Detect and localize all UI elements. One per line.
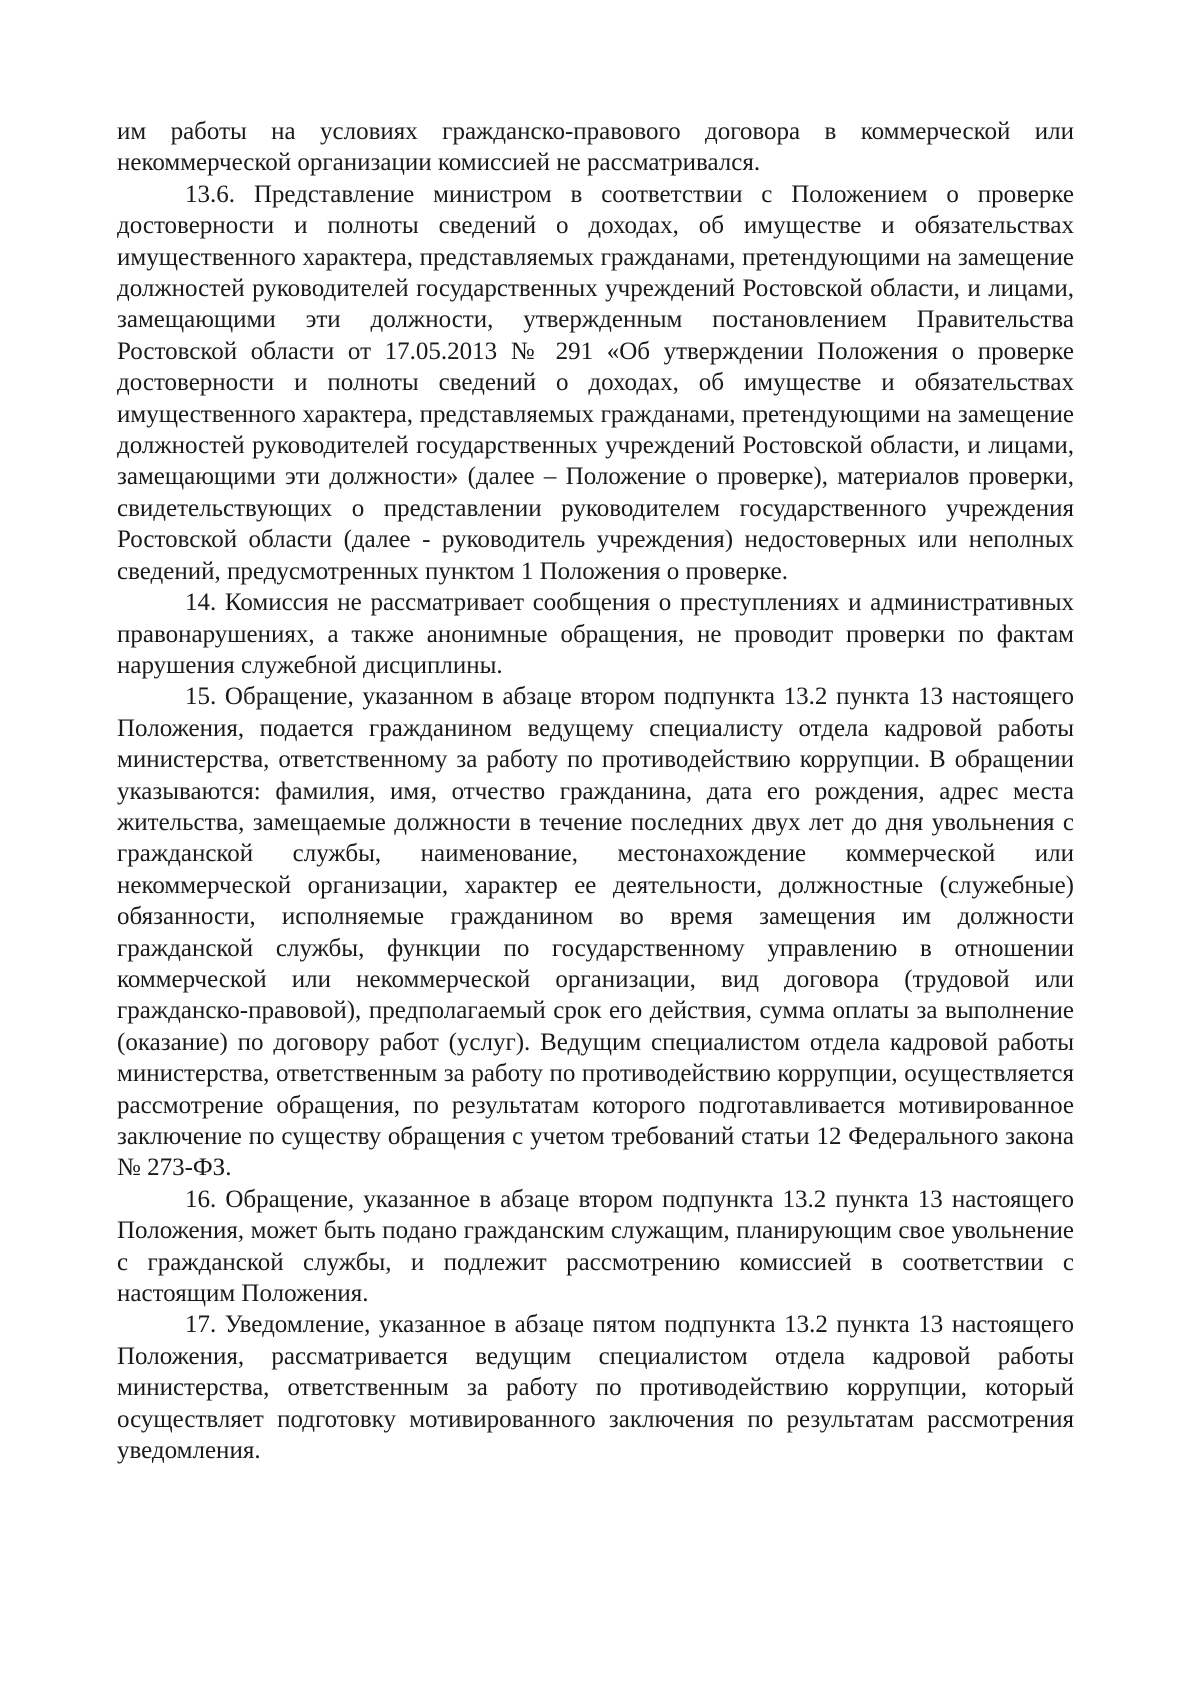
- paragraph-16: 16. Обращение, указанное в абзаце втором подпункта 13.2 пункта 13 настоящего Положения, может быть подано гражданским служащим, планирующим свое увольнение с гражданской службы, и подлежит рассмотрению комиссией в соответствии с настоящим Положения.: [117, 1185, 1074, 1308]
- paragraph-continuation: им работы на условиях гражданско-правового договора в коммерческой или некоммерческой организации комиссией не рассматривался.: [117, 118, 1074, 177]
- paragraph-13-6: 13.6. Представление министром в соответствии с Положением о проверке достоверности и полноты сведений о доходах, об имуществе и обязательствах имущественного характера, представляемых гражданами, претендующими на замещение должностей руководителей государственных учреждений Ростовской области, и лицами, замещающими эти должности, утвержденным постановлением Правительства Ростовской области от 17.05.2013 № 291 «Об утверждении Положения о проверке достоверности и полноты сведений о доходах, об имуществе и обязательствах имущественного характера, представляемых гражданами, претендующими на замещение должностей руководителей государственных учреждений Ростовской области, и лицами, замещающими эти должности» (далее – Положение о проверке), материалов проверки, свидетельствующих о представлении руководителем государственного учреждения Ростовской области (далее - руководитель учреждения) недостоверных или неполных сведений, предусмотренных пунктом 1 Положения о проверке.: [117, 180, 1074, 585]
- paragraph-17: 17. Уведомление, указанное в абзаце пятом подпункта 13.2 пункта 13 настоящего Положения, рассматривается ведущим специалистом отдела кадровой работы министерства, ответственным за работу по противодействию коррупции, который осуществляет подготовку мотивированного заключения по результатам рассмотрения уведомления.: [117, 1311, 1074, 1465]
- paragraph-15: 15. Обращение, указанном в абзаце втором подпункта 13.2 пункта 13 настоящего Положения, подается гражданином ведущему специалисту отдела кадровой работы министерства, ответственному за работу по противодействию коррупции. В обращении указываются: фамилия, имя, отчество гражданина, дата его рождения, адрес места жительства, замещаемые должности в течение последних двух лет до дня увольнения с гражданской службы, наименование, местонахождение коммерческой или некоммерческой организации, характер ее деятельности, должностные (служебные) обязанности, исполняемые гражданином во время замещения им должности гражданской службы, функции по государственному управлению в отношении коммерческой или некоммерческой организации, вид договора (трудовой или гражданско-правовой), предполагаемый срок его действия, сумма оплаты за выполнение (оказание) по договору работ (услуг). Ведущим специалистом отдела кадровой работы министерства, ответственным за работу по противодействию коррупции, осуществляется рассмотрение обращения, по результатам которого подготавливается мотивированное заключение по существу обращения с учетом требований статьи 12 Федерального закона № 273-ФЗ.: [117, 683, 1074, 1182]
- paragraph-14: 14. Комиссия не рассматривает сообщения о преступлениях и административных правонарушениях, а также анонимные обращения, не проводит проверки по фактам нарушения служебной дисциплины.: [117, 589, 1074, 679]
- document-body: [117, 116, 1074, 1466]
